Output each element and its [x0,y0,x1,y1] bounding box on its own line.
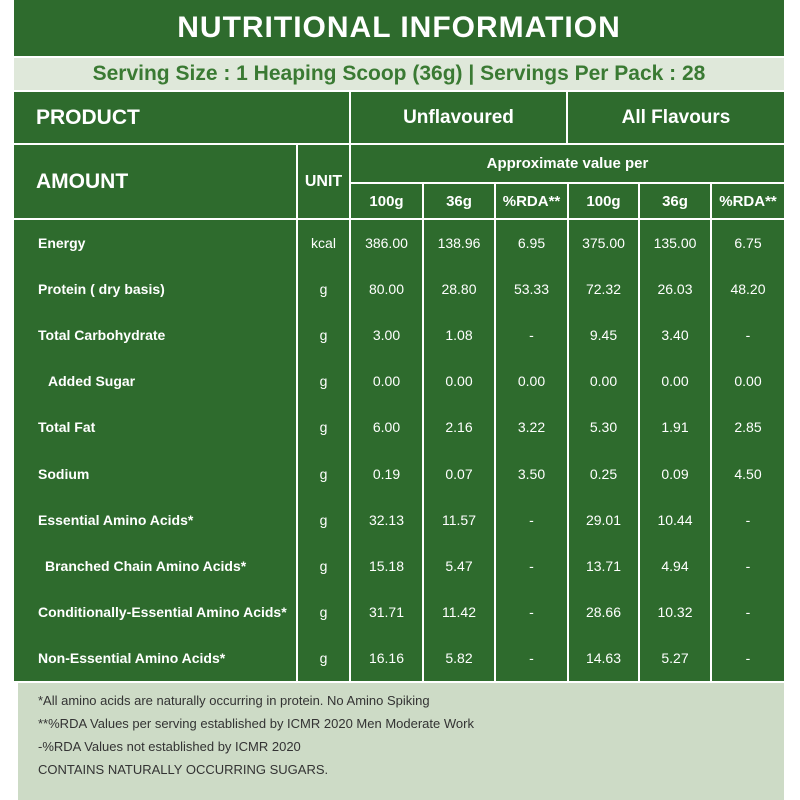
col-header: %RDA** [502,192,561,210]
footnote: CONTAINS NATURALLY OCCURRING SUGARS. [38,762,329,777]
row-value: 1.08 [445,327,473,343]
row-value: - [529,650,534,666]
row-value: 2.85 [734,419,762,435]
row-value: 0.25 [589,466,618,482]
row-unit: kcal [311,235,336,251]
nutrition-panel [14,0,784,800]
row-unit: g [319,419,328,435]
row-label: Sodium [38,466,90,482]
serving-info: Serving Size : 1 Heaping Scoop (36g) | Servings Per Pack : 28 [14,58,784,90]
row-value: 5.30 [589,419,618,435]
row-label: Total Carbohydrate [38,327,166,343]
row-value: 135.00 [653,235,697,251]
row-value: 32.13 [368,512,405,528]
row-value: 9.45 [589,327,618,343]
row-value: 28.80 [441,281,477,297]
row-value: 3.00 [372,327,401,343]
row-value: 72.32 [585,281,622,297]
col-header: 100g [586,192,621,210]
row-value: 13.71 [585,558,622,574]
row-value: 0.00 [589,373,618,389]
row-value: 10.44 [657,512,693,528]
row-value: 80.00 [368,281,405,297]
row-value: 6.00 [372,419,401,435]
row-value: 0.00 [734,373,762,389]
row-value: 6.75 [734,235,762,251]
row-unit: g [319,512,328,528]
row-value: 26.03 [657,281,693,297]
row-value: 0.00 [445,373,473,389]
approx-header: Approximate value per [486,155,649,172]
row-label: Conditionally-Essential Amino Acids* [38,604,287,620]
row-value: 0.19 [372,466,401,482]
row-value: 11.57 [442,512,476,528]
row-unit: g [319,650,328,666]
row-value: - [745,327,751,343]
col-header: 36g [662,192,688,210]
row-value: 11.42 [442,604,476,620]
unflavoured-header: Unflavoured [403,106,514,128]
footnote: -%RDA Values not established by ICMR 2020 [38,739,301,754]
row-value: 138.96 [437,235,481,251]
row-label: Total Fat [38,419,96,435]
row-value: - [745,650,751,666]
title: NUTRITIONAL INFORMATION [14,0,784,56]
row-unit: g [319,604,328,620]
row-value: 3.22 [517,419,546,435]
row-value: 386.00 [365,235,408,251]
row-label: Energy [38,235,86,251]
row-value: 28.66 [585,604,622,620]
row-value: 1.91 [661,419,689,435]
row-value: 5.82 [445,650,473,666]
row-unit: g [319,327,328,343]
footnote: **%RDA Values per serving established by ICMR 2020 Men Moderate Work [38,716,474,731]
col-header: 100g [369,192,404,210]
row-value: 5.27 [661,650,689,666]
row-value: 48.20 [730,281,766,297]
row-label: Essential Amino Acids* [38,512,194,528]
row-value: 0.07 [445,466,473,482]
all-flavours-header: All Flavours [621,106,731,128]
row-value: 53.33 [513,281,550,297]
footnote: *All amino acids are naturally occurring in protein. No Amino Spiking [38,693,430,708]
row-value: 31.71 [368,604,405,620]
row-value: 14.63 [585,650,622,666]
row-value: 0.00 [372,373,401,389]
row-value: 6.95 [517,235,546,251]
row-value: 0.09 [661,466,689,482]
col-header: %RDA** [719,192,777,210]
row-value: - [529,512,534,528]
row-value: - [529,558,534,574]
col-header: 36g [446,192,472,210]
row-value: - [529,604,534,620]
product-header: PRODUCT [36,105,140,129]
row-value: 0.00 [517,373,546,389]
row-value: 4.94 [661,558,689,574]
row-value: - [745,558,751,574]
row-value: 4.50 [734,466,762,482]
row-label: Non-Essential Amino Acids* [38,650,226,666]
row-value: 29.01 [585,512,622,528]
row-value: - [745,512,751,528]
row-unit: g [319,558,328,574]
row-unit: g [319,466,328,482]
row-value: - [529,327,534,343]
row-value: 10.32 [657,604,693,620]
row-value: 16.16 [368,650,405,666]
row-value: - [745,604,751,620]
amount-header: AMOUNT [36,169,129,193]
row-value: 2.16 [445,419,473,435]
row-label: Protein ( dry basis) [38,281,165,297]
row-value: 15.18 [368,558,405,574]
row-value: 3.40 [661,327,689,343]
row-value: 0.00 [661,373,689,389]
row-unit: g [319,373,328,389]
row-value: 5.47 [445,558,473,574]
row-label: Added Sugar [48,373,136,389]
row-value: 375.00 [582,235,625,251]
row-label: Branched Chain Amino Acids* [45,558,247,574]
row-unit: g [319,281,328,297]
unit-header: UNIT [304,172,343,190]
row-value: 3.50 [517,466,546,482]
footnotes [18,683,784,800]
